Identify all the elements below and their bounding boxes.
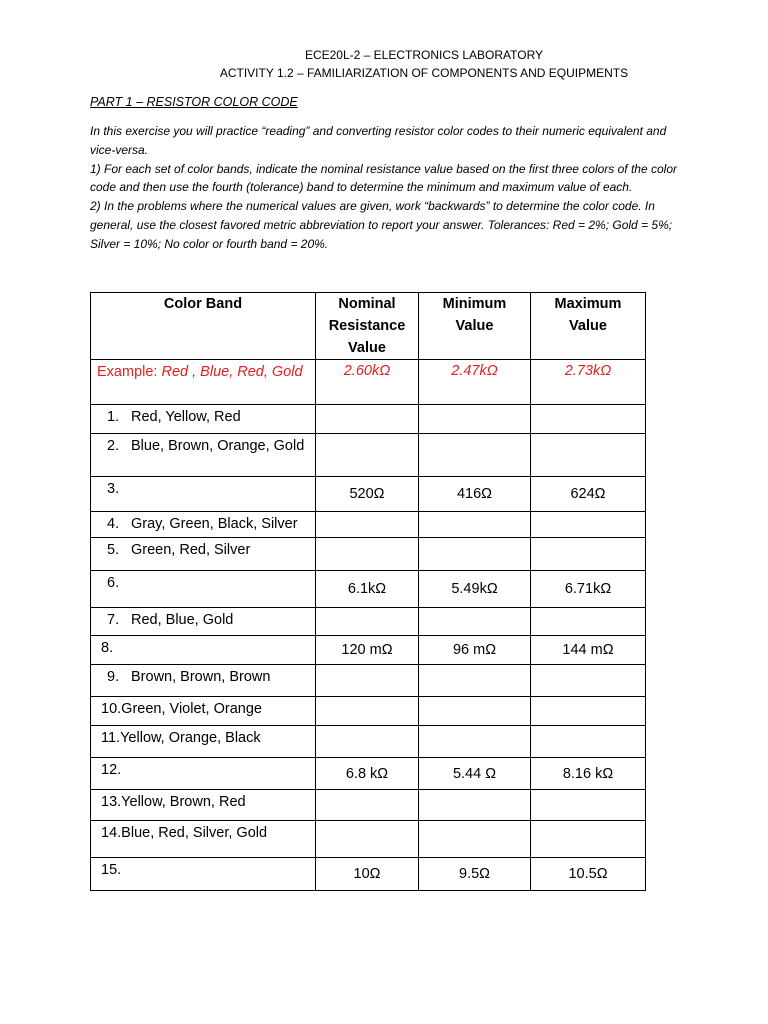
header-maximum: Maximum Value <box>531 293 646 360</box>
item-number: 5. <box>107 542 120 558</box>
minimum-value-cell: 5.44 Ω <box>419 758 531 790</box>
color-band-cell <box>91 790 316 821</box>
maximum-value-cell <box>531 608 646 636</box>
header-minimum: Minimum Value <box>419 293 531 360</box>
table-row <box>91 538 646 571</box>
color-band-cell <box>91 726 316 758</box>
item-color-bands: Yellow, Brown, Red <box>121 794 246 810</box>
color-band-cell <box>91 571 316 608</box>
minimum-value-cell <box>419 512 531 538</box>
item-color-bands: Yellow, Orange, Black <box>120 730 261 746</box>
item-number: 14. <box>101 825 122 841</box>
maximum-value-cell <box>531 405 646 434</box>
color-band-cell <box>91 697 316 726</box>
nominal-value-cell: 6.8 kΩ <box>316 758 419 790</box>
item-number: 7. <box>107 612 120 628</box>
nominal-value-cell <box>316 538 419 571</box>
document-header-course: ECE20L-2 – ELECTRONICS LABORATORY <box>304 48 544 62</box>
item-color-bands: Red, Blue, Gold <box>131 612 234 628</box>
example-bands: Red , Blue, Red, Gold <box>161 364 303 380</box>
part-title: PART 1 – RESISTOR COLOR CODE <box>90 95 298 109</box>
item-color-bands: Blue, Red, Silver, Gold <box>121 825 268 841</box>
item-number: 8. <box>101 640 114 656</box>
instructions-paragraph-2: 1) For each set of color bands, indicate the nominal resistance value based on the first three colors of the color code and then use the fourth (tolerance) band to determine the minimum and maximum value of each. <box>90 161 677 195</box>
minimum-value-cell <box>419 608 531 636</box>
minimum-value-cell <box>419 538 531 571</box>
item-color-bands: Red, Yellow, Red <box>131 409 241 425</box>
maximum-value-cell <box>531 821 646 858</box>
item-number: 1. <box>107 409 120 425</box>
table-row <box>91 512 646 538</box>
minimum-value-cell <box>419 821 531 858</box>
table-row <box>91 726 646 758</box>
minimum-value-cell: 96 mΩ <box>419 636 531 665</box>
table-row <box>91 477 646 512</box>
item-color-bands: Green, Red, Silver <box>131 542 251 558</box>
example-label: Example: <box>97 364 158 380</box>
table-row <box>91 665 646 697</box>
example-minimum: 2.47kΩ <box>419 360 531 405</box>
color-band-cell <box>91 434 316 477</box>
nominal-value-cell: 6.1kΩ <box>316 571 419 608</box>
table-row <box>91 608 646 636</box>
item-color-bands: Gray, Green, Black, Silver <box>131 516 298 532</box>
minimum-value-cell <box>419 790 531 821</box>
item-number: 2. <box>107 438 120 454</box>
item-number: 11. <box>101 730 121 746</box>
minimum-value-cell: 9.5Ω <box>419 858 531 891</box>
nominal-value-cell <box>316 434 419 477</box>
table-row <box>91 821 646 858</box>
example-color-band <box>91 360 316 405</box>
item-number: 4. <box>107 516 120 532</box>
table-row <box>91 405 646 434</box>
table-row <box>91 636 646 665</box>
color-band-cell <box>91 858 316 891</box>
item-number: 12. <box>101 762 122 778</box>
item-color-bands: Green, Violet, Orange <box>121 701 262 717</box>
maximum-value-cell: 6.71kΩ <box>531 571 646 608</box>
minimum-value-cell <box>419 697 531 726</box>
table-row <box>91 434 646 477</box>
maximum-value-cell: 8.16 kΩ <box>531 758 646 790</box>
color-band-cell <box>91 477 316 512</box>
instructions-paragraph-1: In this exercise you will practice “reading” and converting resistor color codes to their numeric equivalent and vice-versa. <box>90 124 667 157</box>
example-row <box>91 360 646 405</box>
nominal-value-cell <box>316 512 419 538</box>
color-band-cell <box>91 608 316 636</box>
nominal-value-cell <box>316 665 419 697</box>
item-color-bands: Blue, Brown, Orange, Gold <box>131 438 305 454</box>
minimum-value-cell <box>419 726 531 758</box>
nominal-value-cell <box>316 405 419 434</box>
nominal-value-cell <box>316 608 419 636</box>
minimum-value-cell <box>419 665 531 697</box>
color-band-cell <box>91 538 316 571</box>
maximum-value-cell: 144 mΩ <box>531 636 646 665</box>
color-band-cell <box>91 636 316 665</box>
item-number: 15. <box>101 862 122 878</box>
item-number: 6. <box>107 575 120 591</box>
item-number: 13. <box>101 794 122 810</box>
header-color-band: Color Band <box>91 293 316 360</box>
resistor-color-code-table <box>90 292 646 891</box>
header-nominal: Nominal Resistance Value <box>316 293 419 360</box>
item-number: 10. <box>101 701 122 717</box>
instructions <box>90 122 680 254</box>
maximum-value-cell <box>531 697 646 726</box>
nominal-value-cell <box>316 790 419 821</box>
table-row <box>91 758 646 790</box>
minimum-value-cell: 416Ω <box>419 477 531 512</box>
maximum-value-cell: 10.5Ω <box>531 858 646 891</box>
color-band-cell <box>91 512 316 538</box>
maximum-value-cell <box>531 665 646 697</box>
instructions-paragraph-3: 2) In the problems where the numerical values are given, work “backwards” to determine the color code. In general, use the closest favored metric abbreviation to report your answer. Tolerances: Red = 2%; Gold = 5%; Silver = 10%; No color or fourth band = 20%. <box>90 199 673 251</box>
maximum-value-cell <box>531 434 646 477</box>
nominal-value-cell <box>316 697 419 726</box>
maximum-value-cell: 624Ω <box>531 477 646 512</box>
nominal-value-cell: 10Ω <box>316 858 419 891</box>
table-row <box>91 697 646 726</box>
minimum-value-cell <box>419 405 531 434</box>
color-band-cell <box>91 821 316 858</box>
color-band-cell <box>91 758 316 790</box>
nominal-value-cell: 520Ω <box>316 477 419 512</box>
minimum-value-cell: 5.49kΩ <box>419 571 531 608</box>
table-header-row <box>91 293 646 360</box>
maximum-value-cell <box>531 512 646 538</box>
maximum-value-cell <box>531 726 646 758</box>
item-number: 3. <box>107 481 120 497</box>
nominal-value-cell <box>316 726 419 758</box>
minimum-value-cell <box>419 434 531 477</box>
nominal-value-cell: 120 mΩ <box>316 636 419 665</box>
table-row <box>91 571 646 608</box>
table-row <box>91 790 646 821</box>
color-band-cell <box>91 405 316 434</box>
item-color-bands: Brown, Brown, Brown <box>131 669 271 685</box>
example-maximum: 2.73kΩ <box>531 360 646 405</box>
document-header-activity: ACTIVITY 1.2 – FAMILIARIZATION OF COMPONENTS AND EQUIPMENTS <box>219 66 629 80</box>
item-number: 9. <box>107 669 120 685</box>
maximum-value-cell <box>531 790 646 821</box>
maximum-value-cell <box>531 538 646 571</box>
example-nominal: 2.60kΩ <box>316 360 419 405</box>
table-row <box>91 858 646 891</box>
color-band-cell <box>91 665 316 697</box>
nominal-value-cell <box>316 821 419 858</box>
